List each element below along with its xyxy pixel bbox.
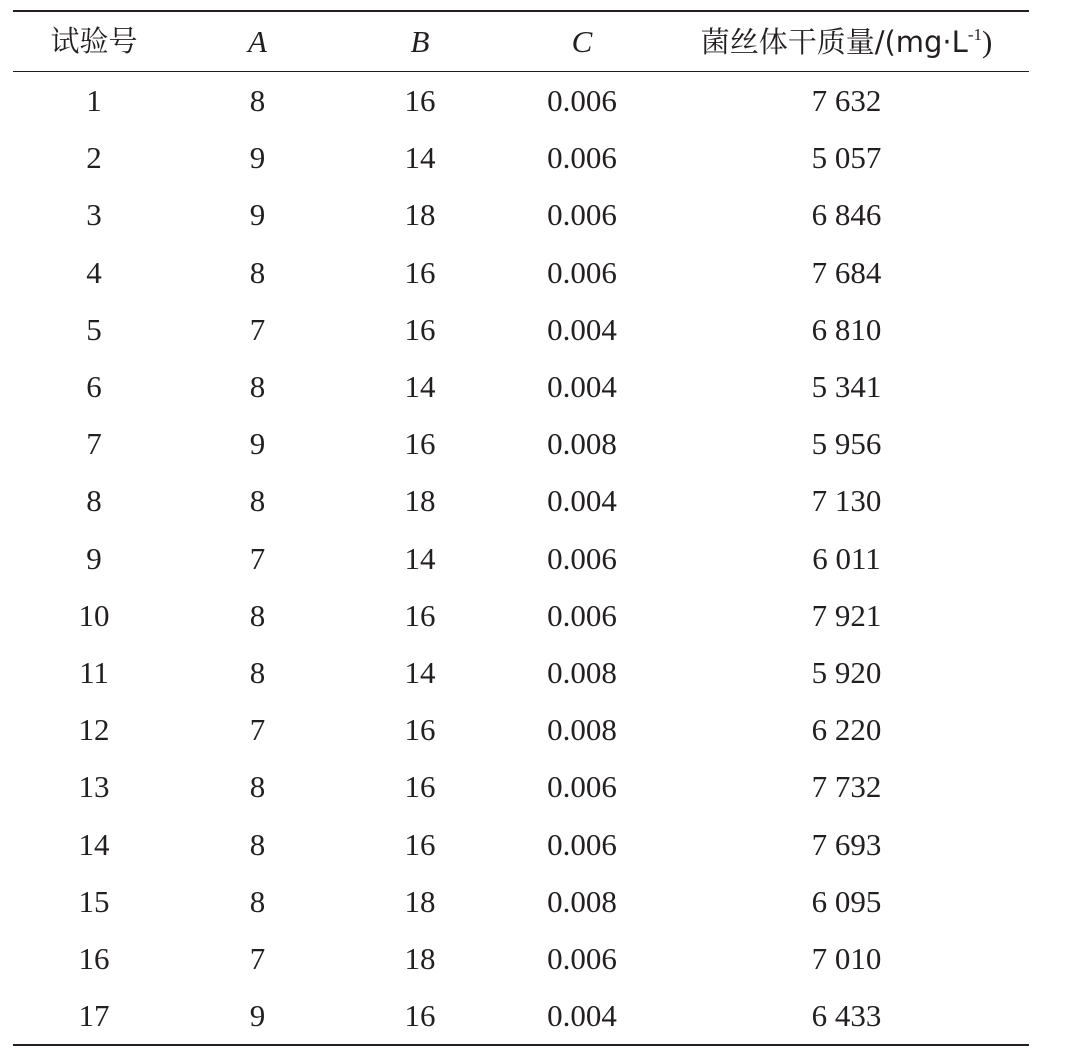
table-row	[13, 72, 1029, 129]
table-header-row	[13, 12, 1029, 71]
cell-c: 0.006	[547, 940, 617, 976]
cell-mass: 7 921	[811, 597, 882, 633]
header-mass-label: 菌丝体干质量/(mg·L	[700, 25, 968, 59]
cell-trial: 4	[86, 254, 102, 290]
table-row	[13, 472, 1029, 529]
cell-a: 8	[249, 826, 266, 862]
cell-mass: 5 057	[811, 140, 882, 176]
cell-a: 7	[249, 540, 266, 576]
cell-b: 16	[404, 769, 436, 805]
cell-mass: 7 632	[811, 83, 882, 119]
cell-b: 16	[404, 311, 436, 347]
table-row	[13, 186, 1029, 243]
cell-a: 9	[249, 426, 266, 462]
cell-b: 14	[404, 140, 436, 176]
cell-c: 0.008	[547, 426, 617, 462]
cell-b: 16	[404, 254, 436, 290]
cell-mass: 6 011	[812, 540, 881, 576]
table-row	[13, 758, 1029, 815]
cell-a: 8	[249, 254, 266, 290]
cell-mass: 7 732	[811, 769, 882, 805]
cell-c: 0.006	[547, 197, 617, 233]
table-row	[13, 587, 1029, 644]
table-row	[13, 415, 1029, 472]
cell-c: 0.008	[547, 712, 617, 748]
cell-a: 8	[249, 883, 266, 919]
table-row	[13, 301, 1029, 358]
table-row	[13, 987, 1029, 1044]
cell-b: 16	[404, 712, 436, 748]
header-c: C	[571, 24, 593, 59]
cell-trial: 6	[86, 369, 102, 405]
table-row	[13, 244, 1029, 301]
table-row	[13, 815, 1029, 872]
header-a: A	[248, 24, 267, 59]
cell-trial: 8	[86, 483, 102, 519]
cell-trial: 17	[78, 998, 110, 1034]
cell-trial: 2	[86, 140, 102, 176]
cell-a: 8	[249, 769, 266, 805]
results-table	[13, 10, 1029, 1046]
cell-b: 16	[404, 826, 436, 862]
table-row	[13, 644, 1029, 701]
cell-b: 14	[404, 654, 436, 690]
cell-c: 0.006	[547, 83, 617, 119]
cell-a: 7	[249, 940, 266, 976]
cell-a: 7	[249, 712, 266, 748]
cell-c: 0.006	[547, 254, 617, 290]
cell-a: 8	[249, 83, 266, 119]
cell-c: 0.006	[547, 540, 617, 576]
cell-mass: 7 130	[811, 483, 882, 519]
cell-trial: 1	[86, 83, 102, 119]
cell-c: 0.004	[547, 369, 617, 405]
table-row	[13, 129, 1029, 186]
table-row	[13, 358, 1029, 415]
cell-a: 8	[249, 483, 266, 519]
cell-mass: 5 341	[811, 369, 882, 405]
cell-trial: 5	[86, 311, 102, 347]
cell-a: 8	[249, 654, 266, 690]
cell-b: 16	[404, 998, 436, 1034]
cell-b: 14	[404, 540, 436, 576]
cell-mass: 6 810	[811, 311, 882, 347]
cell-b: 18	[404, 483, 436, 519]
cell-trial: 9	[86, 540, 102, 576]
cell-mass: 5 920	[811, 654, 882, 690]
table-row	[13, 530, 1029, 587]
cell-c: 0.004	[547, 483, 617, 519]
cell-a: 9	[249, 998, 266, 1034]
header-mycelium-dry-mass	[664, 26, 1029, 57]
cell-trial: 15	[78, 883, 110, 919]
cell-c: 0.004	[547, 998, 617, 1034]
header-b: B	[410, 24, 430, 59]
cell-mass: 6 220	[811, 712, 882, 748]
cell-b: 16	[404, 83, 436, 119]
header-mass-exponent: -1	[967, 25, 982, 44]
cell-trial: 3	[86, 197, 102, 233]
table-row	[13, 930, 1029, 987]
cell-b: 14	[404, 369, 436, 405]
cell-trial: 11	[79, 654, 109, 690]
cell-trial: 13	[78, 769, 110, 805]
cell-a: 9	[249, 140, 266, 176]
cell-a: 9	[249, 197, 266, 233]
cell-a: 8	[249, 597, 266, 633]
cell-a: 7	[249, 311, 266, 347]
cell-b: 18	[404, 883, 436, 919]
cell-mass: 6 846	[811, 197, 882, 233]
cell-b: 16	[404, 597, 436, 633]
table-bottom-rule	[13, 1044, 1029, 1046]
cell-b: 16	[404, 426, 436, 462]
cell-c: 0.006	[547, 769, 617, 805]
cell-trial: 12	[78, 712, 110, 748]
cell-trial: 14	[78, 826, 110, 862]
cell-trial: 10	[78, 597, 110, 633]
cell-b: 18	[404, 940, 436, 976]
cell-b: 18	[404, 197, 436, 233]
cell-mass: 7 693	[811, 826, 882, 862]
table-row	[13, 701, 1029, 758]
cell-mass: 7 010	[811, 940, 882, 976]
cell-c: 0.004	[547, 311, 617, 347]
cell-c: 0.006	[547, 597, 617, 633]
cell-mass: 6 433	[811, 998, 882, 1034]
header-trial: 试验号	[50, 24, 138, 58]
cell-mass: 7 684	[811, 254, 882, 290]
table-body	[13, 72, 1029, 1044]
cell-trial: 16	[78, 940, 110, 976]
cell-c: 0.006	[547, 140, 617, 176]
table-row	[13, 873, 1029, 930]
cell-a: 8	[249, 369, 266, 405]
cell-c: 0.008	[547, 883, 617, 919]
header-mass-close: )	[981, 24, 993, 59]
cell-trial: 7	[86, 426, 102, 462]
cell-mass: 5 956	[811, 426, 882, 462]
cell-c: 0.008	[547, 654, 617, 690]
cell-mass: 6 095	[811, 883, 882, 919]
cell-c: 0.006	[547, 826, 617, 862]
